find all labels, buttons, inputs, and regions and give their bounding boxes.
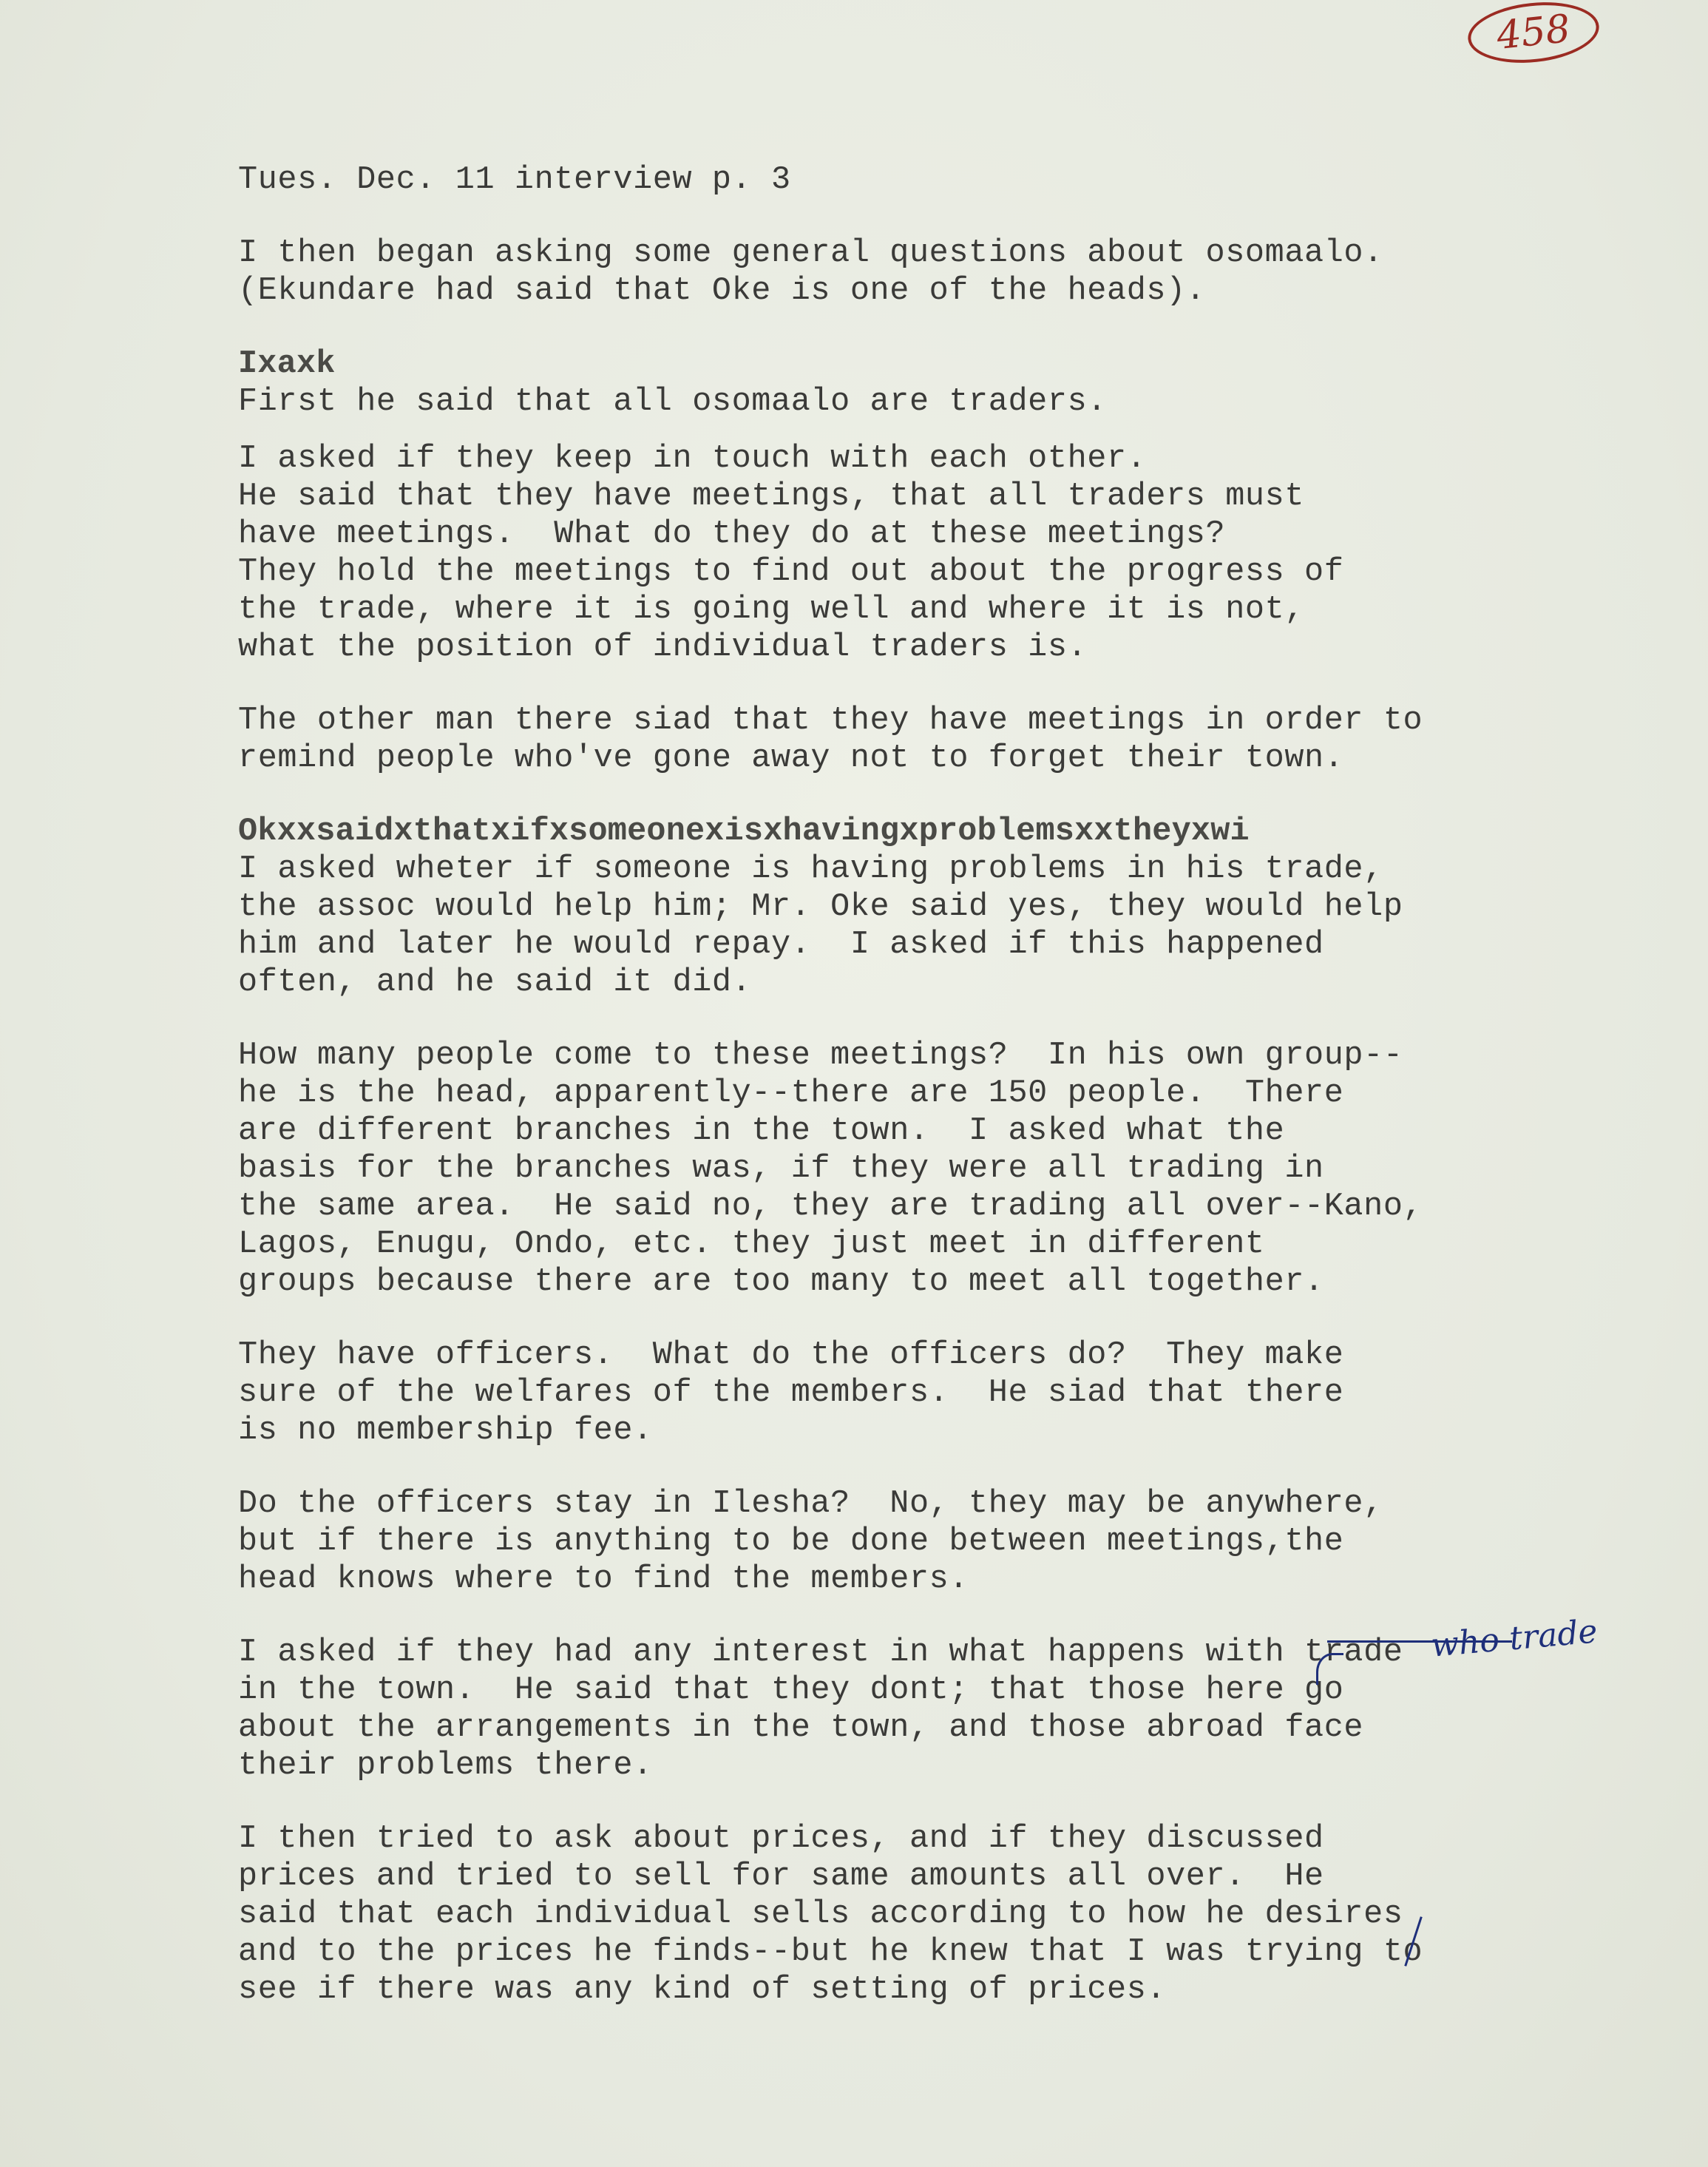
- typed-line: see if there was any kind of setting of prices.: [238, 1972, 1167, 2008]
- paragraph-gap: [238, 777, 1643, 813]
- typed-line: First he said that all osomaalo are traders.: [238, 384, 1107, 420]
- typed-line: but if there is anything to be done between meetings,the: [238, 1524, 1344, 1560]
- typed-line: They have officers. What do the officers do? They make: [238, 1337, 1344, 1373]
- typed-line: the trade, where it is going well and where it is not,: [238, 592, 1305, 628]
- paragraph-gap: [238, 1301, 1643, 1336]
- typed-line: sure of the welfares of the members. He siad that there: [238, 1375, 1344, 1411]
- typed-line: about the arrangements in the town, and those abroad face: [238, 1710, 1364, 1746]
- typed-line: head knows where to find the members.: [238, 1561, 969, 1598]
- paragraph-gap: [238, 199, 1643, 234]
- typed-struck-line: Okxxsaidxthatxifxsomeonexisxhavingxproblemsxxtheyxwi: [238, 814, 1250, 850]
- typed-line: (Ekundare had said that Oke is one of the heads).: [238, 273, 1206, 309]
- typed-line: I then began asking some general questions about osomaalo.: [238, 235, 1383, 271]
- typed-line: Tues. Dec. 11 interview p. 3: [238, 162, 791, 198]
- typed-line: is no membership fee.: [238, 1413, 653, 1449]
- typed-line: Do the officers stay in Ilesha? No, they may be anywhere,: [238, 1486, 1383, 1522]
- typed-struck-line: Ixaxk: [238, 346, 336, 382]
- typed-line: basis for the branches was, if they were all trading in: [238, 1151, 1324, 1187]
- paragraph-gap: [238, 1785, 1643, 1820]
- typed-line: prices and tried to sell for same amounts all over. He: [238, 1859, 1324, 1895]
- typed-line: groups because there are too many to meet all together.: [238, 1264, 1324, 1300]
- typed-line: their problems there.: [238, 1748, 653, 1784]
- handwritten-insert: who trade: [1429, 1612, 1599, 1665]
- page-number-stamp: 458: [1465, 0, 1602, 69]
- typed-line: in the town. He said that they dont; that those here go: [238, 1672, 1344, 1708]
- typed-line: said that each individual sells according to how he desires: [238, 1896, 1403, 1933]
- typed-line: the assoc would help him; Mr. Oke said yes, they would help: [238, 889, 1403, 925]
- paragraph-gap: [238, 1450, 1643, 1485]
- typed-line: I then tried to ask about prices, and if they discussed: [238, 1821, 1324, 1857]
- typed-line: what the position of individual traders is.: [238, 629, 1088, 666]
- typed-line: I asked if they keep in touch with each other.: [238, 441, 1147, 477]
- typed-line: him and later he would repay. I asked if this happened: [238, 927, 1324, 963]
- typed-line: and to the prices he finds--but he knew that I was trying to: [238, 1934, 1423, 1970]
- typed-line: are different branches in the town. I asked what the: [238, 1113, 1285, 1149]
- typed-line: He said that they have meetings, that all traders must: [238, 479, 1305, 515]
- typed-line: I asked if they had any interest in what happens with trade: [238, 1634, 1403, 1671]
- typed-line: I asked wheter if someone is having problems in his trade,: [238, 851, 1383, 888]
- typed-line: often, and he said it did.: [238, 964, 752, 1001]
- paragraph-gap: [238, 1001, 1643, 1037]
- typed-line: Lagos, Enugu, Ondo, etc. they just meet in different: [238, 1226, 1265, 1262]
- paragraph-gap: [238, 310, 1643, 345]
- typed-line: the same area. He said no, they are trading all over--Kano,: [238, 1189, 1423, 1225]
- typed-line: he is the head, apparently--there are 150 people. There: [238, 1075, 1344, 1112]
- typed-line: The other man there siad that they have meetings in order to: [238, 703, 1423, 739]
- typed-line: How many people come to these meetings? In his own group--: [238, 1038, 1403, 1074]
- paragraph-gap: [238, 666, 1643, 702]
- typed-text-body: [238, 161, 1643, 2009]
- typed-line: remind people who've gone away not to forget their town.: [238, 740, 1344, 777]
- typed-line: have meetings. What do they do at these meetings?: [238, 516, 1226, 552]
- paragraph-gap: [238, 421, 1643, 440]
- typed-line: They hold the meetings to find out about the progress of: [238, 554, 1344, 590]
